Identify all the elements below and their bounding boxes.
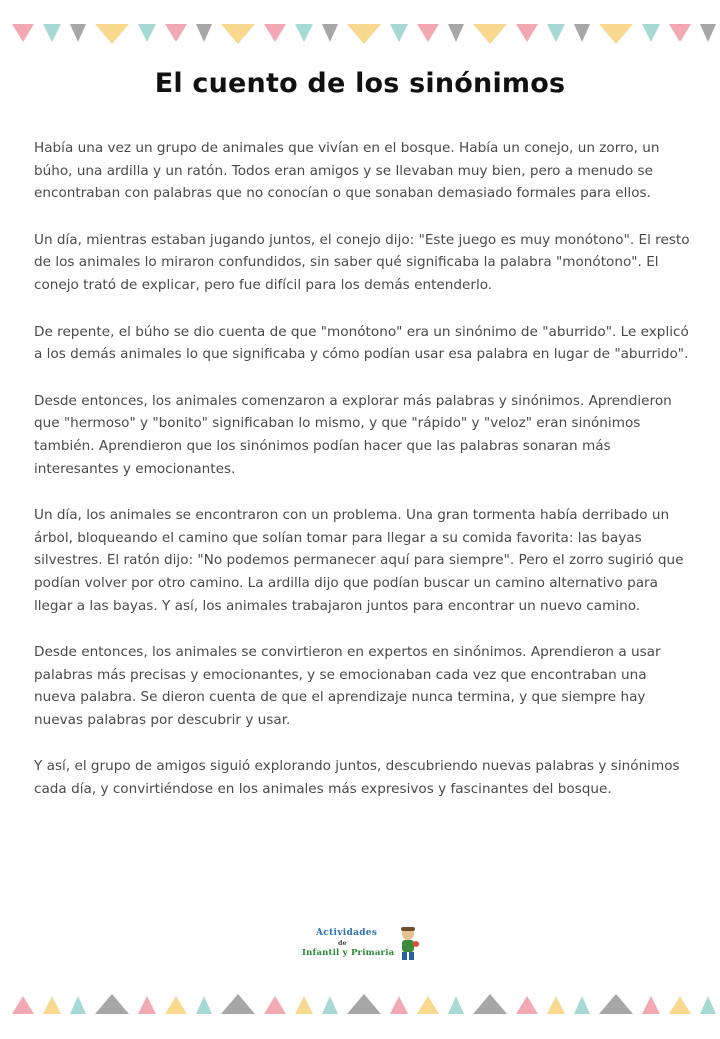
story-paragraph: Y así, el grupo de amigos siguió explorando juntos, descubriendo nuevas palabras y sinónimos cada día, y convirtiéndose en los animales más expresivos y fascinantes del bosque. [34,758,680,798]
pennant-flag [574,996,590,1014]
pennant-flag [347,994,381,1014]
story-body [34,137,690,825]
pennant-flag [95,994,129,1014]
pennant-flag [95,24,129,44]
story-paragraph: Un día, mientras estaban jugando juntos, el conejo dijo: "Este juego es muy monótono". El resto de los animales lo miraron confundidos, sin saber qué significaba la palabra "monótono". El conejo trató de explicar, pero fue difícil para los demás entenderlo. [34,231,690,293]
pennant-flag [599,24,633,44]
pennant-flag [347,24,381,44]
pennant-flag [448,996,464,1014]
logo-character-icon [396,926,420,962]
pennant-flag [43,996,61,1014]
pennant-flag [165,24,187,42]
story-paragraph: Desde entonces, los animales comenzaron a explorar más palabras y sinónimos. Aprendieron que "hermoso" y "bonito" significaban lo mismo, y que "rápido" y "veloz" eran sinónimos también. Aprendieron que los sinónimos podían hacer que las palabras sonaran más interesantes y emocionantes. [34,392,672,477]
pennant-flag [574,24,590,42]
pennant-flag [417,996,439,1014]
pennant-flag [700,996,716,1014]
pennant-flag [43,24,61,42]
pennant-flag [448,24,464,42]
pennant-row [0,22,720,62]
story-paragraph: De repente, el búho se dio cuenta de que "monótono" era un sinónimo de "aburrido". Le explicó a los demás animales lo que significaba y cómo podían usar esa palabra en lugar de "aburrido". [34,323,689,363]
logo-line1: Actividades [316,928,378,938]
story-title: El cuento de los sinónimos [154,68,566,99]
pennant-flag [642,24,660,42]
pennant-flag [70,24,86,42]
story-paragraph: Desde entonces, los animales se convirtieron en expertos en sinónimos. Aprendieron a usar palabras más precisas y emocionantes, y se emocionaban cada vez que encontraban una nueva palabra. Se dieron cuenta de que el aprendizaje nunca termina, y que siempre hay nuevas palabras por descubrir y usar. [34,644,661,728]
pennant-flag [165,996,187,1014]
pennant-flag [390,24,408,42]
bottom-bunting-decoration [0,990,720,1030]
pennant-flag [196,996,212,1014]
pennant-flag [196,24,212,42]
story-paragraph: Había una vez un grupo de animales que vivían en el bosque. Había un conejo, un zorro, un búho, una ardilla y un ratón. Todos eran amigos y se llevaban muy bien, pero a menudo se encontraban con palabras que no conocían o que sonaban demasiado formales para ellos. [34,140,660,202]
pennant-flag [417,24,439,42]
pennant-flag [264,996,286,1014]
pennant-flag [642,996,660,1014]
pennant-flag [12,996,34,1014]
pennant-flag [322,996,338,1014]
pennant-flag [473,994,507,1014]
pennant-flag [516,24,538,42]
pennant-row [0,990,720,1030]
pennant-flag [547,996,565,1014]
pennant-flag [516,996,538,1014]
pennant-flag [12,24,34,42]
pennant-flag [138,24,156,42]
pennant-flag [669,24,691,42]
pennant-flag [390,996,408,1014]
pennant-flag [70,996,86,1014]
logo-line3: Infantil y Primaria [302,948,395,958]
pennant-flag [221,994,255,1014]
pennant-flag [669,996,691,1014]
pennant-flag [547,24,565,42]
pennant-flag [322,24,338,42]
pennant-flag [295,24,313,42]
logo-line2: de [338,939,347,947]
pennant-flag [264,24,286,42]
pennant-flag [700,24,716,42]
pennant-flag [138,996,156,1014]
story-paragraph: Un día, los animales se encontraron con un problema. Una gran tormenta había derribado un árbol, bloqueando el camino que solían tomar para llegar a su comida favorita: las bayas silvestres. El ratón dijo: "No podemos permanecer aquí para siempre". Pero el zorro sugirió que podían volver por otro camino. La ardilla dijo que podían buscar un camino alternativo para llegar a las bayas. Y así, los animales trabajaron juntos para encontrar un nuevo camino. [34,507,684,614]
pennant-flag [221,24,255,44]
pennant-flag [473,24,507,44]
publisher-logo [300,926,424,966]
top-bunting-decoration [0,22,720,62]
pennant-flag [599,994,633,1014]
pennant-flag [295,996,313,1014]
